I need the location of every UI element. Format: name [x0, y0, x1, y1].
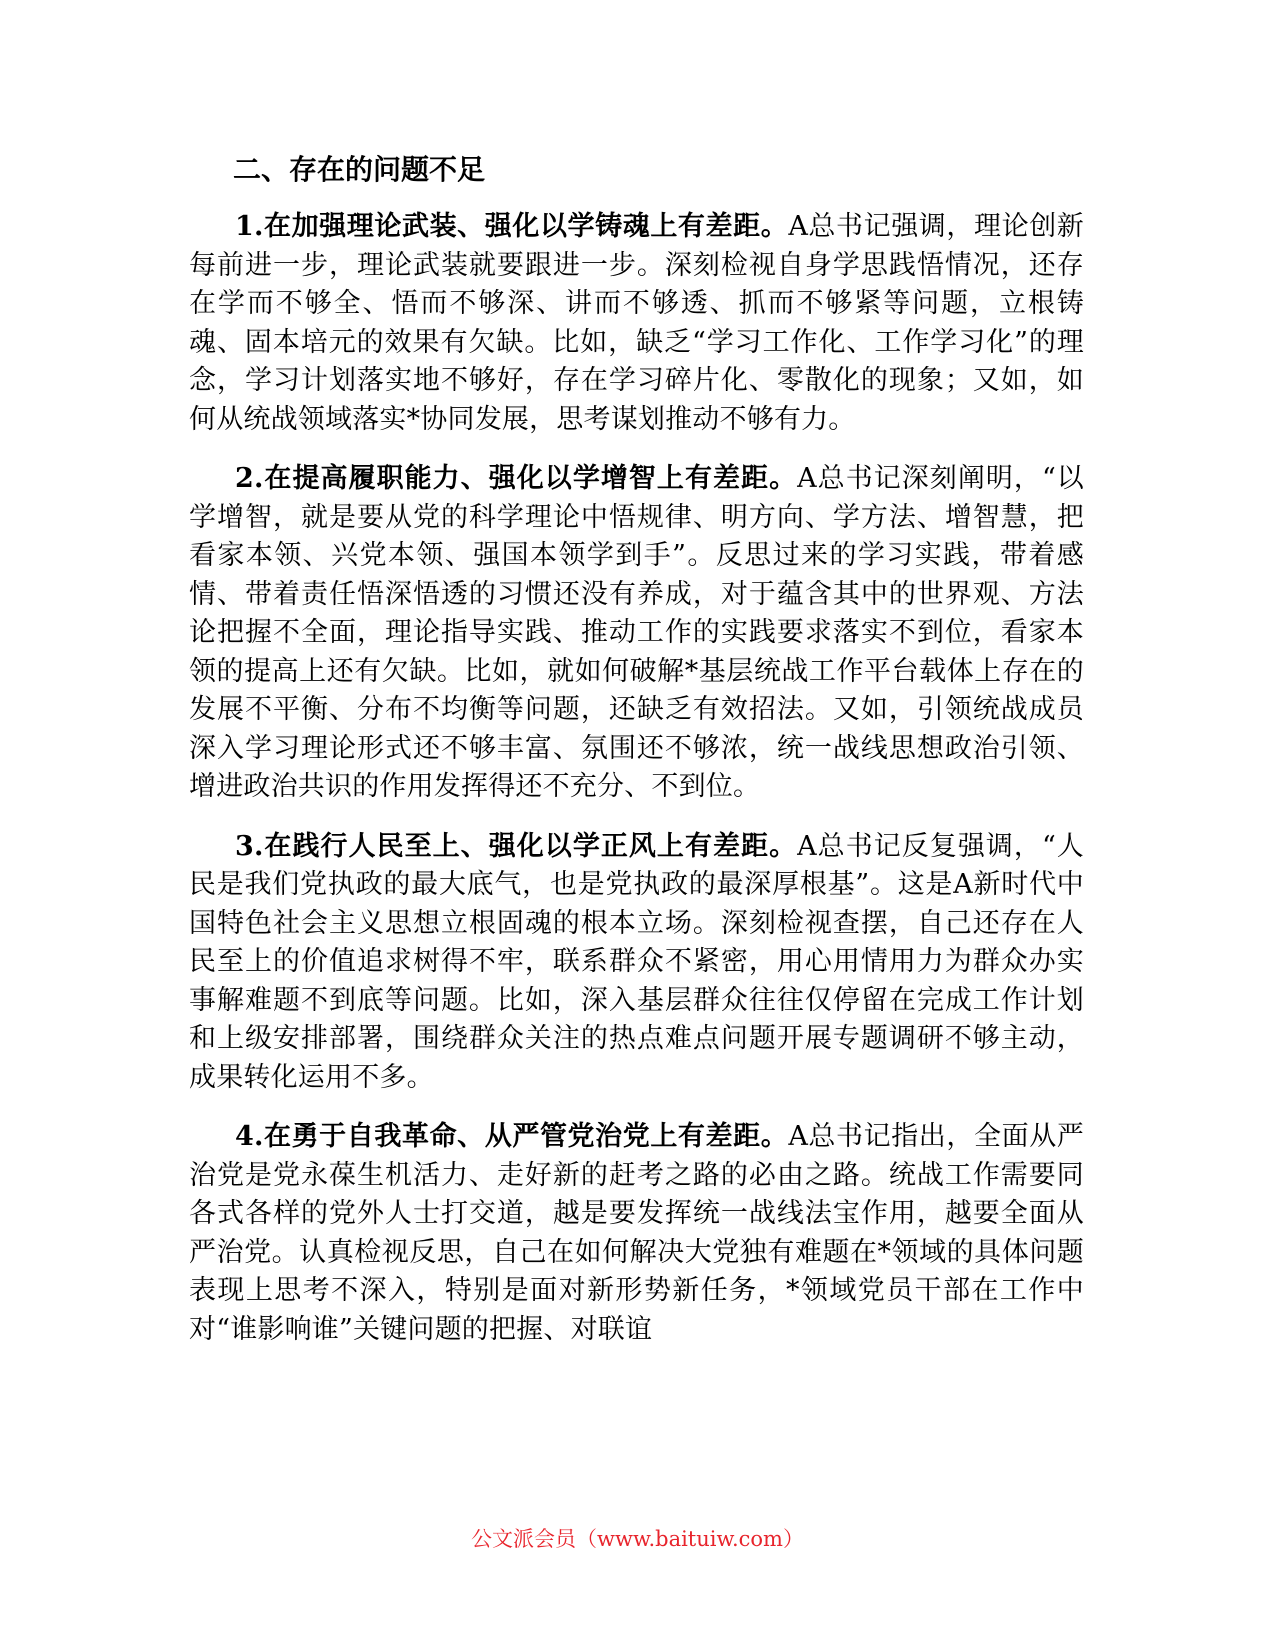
paragraph-3-lead: 3.在践行人民至上、强化以学正风上有差距。	[235, 830, 798, 862]
footer-watermark-link[interactable]: 公文派会员（www.baituiw.com）	[471, 1527, 804, 1551]
document-body	[189, 150, 1084, 1370]
paragraph-3	[189, 828, 1084, 1098]
paragraph-1-lead: 1.在加强理论武装、强化以学铸魂上有差距。	[235, 211, 789, 242]
paragraph-1-body: A总书记强调，理论创新每前进一步，理论武装就要跟进一步。深刻检视自身学思践悟情况，还存在学而不够全、悟而不够深、讲而不够透、抓而不够紧等问题，立根铸魂、固本培元的效果有欠缺。比如，缺乏“学习工作化、工作学习化”的理念，学习计划落实地不够好，存在学习碎片化、零散化的现象；又如，如何从统战领域落实*协同发展，思考谋划推动不够有力。	[189, 211, 1084, 435]
paragraph-1	[189, 208, 1084, 439]
paragraph-3-body: A总书记反复强调，“人民是我们党执政的最大底气，也是党执政的最深厚根基”。这是A新时代中国特色社会主义思想立根固魂的根本立场。深刻检视查摆，自己还存在人民至上的价值追求树得不牢，联系群众不紧密，用心用情用力为群众办实事解难题不到底等问题。比如，深入基层群众往往仅停留在完成工作计划和上级安排部署，围绕群众关注的热点难点问题开展专题调研不够主动，成果转化运用不多。	[189, 830, 1084, 1093]
paragraph-4-lead: 4.在勇于自我革命、从严管党治党上有差距。	[235, 1121, 789, 1152]
paragraph-2	[189, 460, 1084, 807]
paragraph-2-body: A总书记深刻阐明，“以学增智，就是要从党的科学理论中悟规律、明方向、学方法、增智慧，把看家本领、兴党本领、强国本领学到手”。反思过来的学习实践，带着感情、带着责任悟深悟透的习惯还没有养成，对于蕴含其中的世界观、方法论把握不全面，理论指导实践、推动工作的实践要求落实不到位，看家本领的提高上还有欠缺。比如，就如何破解*基层统战工作平台载体上存在的发展不平衡、分布不均衡等问题，还缺乏有效招法。又如，引领统战成员深入学习理论形式还不够丰富、氛围还不够浓，统一战线思想政治引领、增进政治共识的作用发挥得还不充分、不到位。	[189, 463, 1084, 802]
section-heading: 二、存在的问题不足	[233, 153, 486, 186]
paragraph-2-lead: 2.在提高履职能力、强化以学增智上有差距。	[235, 463, 798, 494]
paragraph-4	[189, 1118, 1084, 1349]
paragraph-4-body: A总书记指出，全面从严治党是党永葆生机活力、走好新的赶考之路的必由之路。统战工作需要同各式各样的党外人士打交道，越是要发挥统一战线法宝作用，越要全面从严治党。认真检视反思，自己在如何解决大党独有难题在*领域的具体问题表现上思考不深入，特别是面对新形势新任务，*领域党员干部在工作中对“谁影响谁”关键问题的把握、对联谊	[189, 1121, 1084, 1345]
